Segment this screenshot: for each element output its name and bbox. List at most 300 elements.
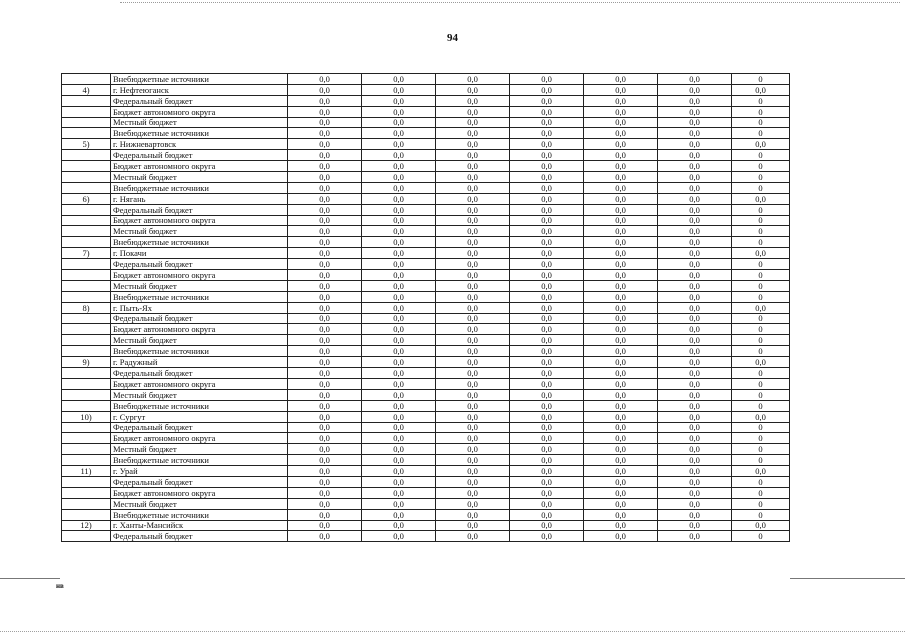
value-cell: 0,0 [288, 335, 362, 346]
value-cell: 0,0 [658, 128, 732, 139]
value-cell: 0,0 [510, 531, 584, 542]
value-cell: 0,0 [510, 215, 584, 226]
value-cell: 0,0 [436, 161, 510, 172]
value-cell: 0,0 [584, 455, 658, 466]
value-cell: 0,0 [362, 335, 436, 346]
value-cell: 0,0 [658, 444, 732, 455]
value-cell: 0,0 [584, 237, 658, 248]
value-cell: 0,0 [584, 313, 658, 324]
row-number: 4) [62, 84, 111, 95]
value-cell: 0,0 [510, 270, 584, 281]
value-cell: 0,0 [732, 466, 790, 477]
value-cell: 0,0 [584, 117, 658, 128]
table-row [62, 226, 790, 237]
value-cell: 0,0 [658, 498, 732, 509]
row-label: Федеральный бюджет [111, 422, 288, 433]
value-cell: 0,0 [436, 259, 510, 270]
value-cell: 0,0 [658, 106, 732, 117]
row-label: Федеральный бюджет [111, 150, 288, 161]
value-cell: 0,0 [288, 95, 362, 106]
value-cell: 0,0 [288, 182, 362, 193]
value-cell: 0,0 [436, 248, 510, 259]
row-label: Местный бюджет [111, 444, 288, 455]
value-cell: 0,0 [658, 389, 732, 400]
row-label: г. Нягань [111, 193, 288, 204]
value-cell: 0,0 [288, 139, 362, 150]
value-cell: 0,0 [288, 106, 362, 117]
value-cell: 0,0 [658, 161, 732, 172]
value-cell: 0,0 [510, 455, 584, 466]
value-cell: 0,0 [584, 150, 658, 161]
value-cell: 0,0 [584, 74, 658, 85]
value-cell: 0,0 [510, 280, 584, 291]
value-cell: 0,0 [436, 74, 510, 85]
value-cell: 0,0 [584, 291, 658, 302]
row-label: г. Сургут [111, 411, 288, 422]
table-row [62, 172, 790, 183]
value-cell: 0,0 [658, 368, 732, 379]
value-cell: 0,0 [362, 324, 436, 335]
value-cell: 0,0 [658, 346, 732, 357]
value-cell: 0,0 [584, 444, 658, 455]
value-cell: 0,0 [362, 74, 436, 85]
value-cell: 0,0 [288, 531, 362, 542]
value-cell: 0,0 [658, 84, 732, 95]
row-label: г. Покачи [111, 248, 288, 259]
budget-table-body [62, 74, 790, 542]
value-cell: 0,0 [436, 291, 510, 302]
value-cell: 0,0 [362, 389, 436, 400]
row-number [62, 324, 111, 335]
value-cell: 0,0 [510, 357, 584, 368]
row-label: Местный бюджет [111, 172, 288, 183]
value-cell: 0,0 [732, 248, 790, 259]
value-cell: 0,0 [362, 128, 436, 139]
row-number: 5) [62, 139, 111, 150]
value-cell: 0 [732, 172, 790, 183]
row-label: г. Нижневартовск [111, 139, 288, 150]
value-cell: 0 [732, 487, 790, 498]
value-cell: 0,0 [288, 74, 362, 85]
row-number [62, 172, 111, 183]
row-number: 10) [62, 411, 111, 422]
value-cell: 0,0 [362, 259, 436, 270]
value-cell: 0,0 [362, 455, 436, 466]
value-cell: 0,0 [288, 487, 362, 498]
table-row [62, 476, 790, 487]
value-cell: 0,0 [288, 150, 362, 161]
row-number [62, 389, 111, 400]
value-cell: 0,0 [362, 84, 436, 95]
value-cell: 0 [732, 389, 790, 400]
table-row [62, 128, 790, 139]
value-cell: 0,0 [436, 84, 510, 95]
value-cell: 0,0 [288, 313, 362, 324]
value-cell: 0,0 [436, 357, 510, 368]
value-cell: 0,0 [288, 84, 362, 95]
value-cell: 0,0 [658, 400, 732, 411]
value-cell: 0 [732, 400, 790, 411]
value-cell: 0,0 [658, 509, 732, 520]
value-cell: 0,0 [510, 193, 584, 204]
row-number: 8) [62, 302, 111, 313]
value-cell: 0 [732, 291, 790, 302]
value-cell: 0,0 [362, 248, 436, 259]
row-number [62, 117, 111, 128]
table-row [62, 139, 790, 150]
value-cell: 0 [732, 117, 790, 128]
row-label: Внебюджетные источники [111, 400, 288, 411]
value-cell: 0,0 [436, 389, 510, 400]
row-number [62, 476, 111, 487]
value-cell: 0,0 [436, 476, 510, 487]
value-cell: 0,0 [510, 106, 584, 117]
value-cell: 0,0 [510, 476, 584, 487]
table-row [62, 411, 790, 422]
row-number [62, 106, 111, 117]
value-cell: 0 [732, 150, 790, 161]
value-cell: 0,0 [510, 509, 584, 520]
value-cell: 0,0 [362, 433, 436, 444]
value-cell: 0,0 [658, 520, 732, 531]
row-label: Местный бюджет [111, 117, 288, 128]
scan-artifact-bottom [0, 631, 905, 632]
row-number [62, 509, 111, 520]
row-number [62, 270, 111, 281]
value-cell: 0,0 [732, 193, 790, 204]
value-cell: 0,0 [288, 455, 362, 466]
value-cell: 0 [732, 378, 790, 389]
value-cell: 0,0 [584, 128, 658, 139]
value-cell: 0,0 [510, 237, 584, 248]
page-number: 94 [447, 32, 458, 44]
value-cell: 0,0 [658, 74, 732, 85]
scan-artifact-left [0, 578, 60, 579]
value-cell: 0,0 [436, 117, 510, 128]
row-label: Местный бюджет [111, 226, 288, 237]
value-cell: 0,0 [584, 335, 658, 346]
value-cell: 0,0 [436, 335, 510, 346]
row-label: г. Пыть-Ях [111, 302, 288, 313]
value-cell: 0,0 [732, 84, 790, 95]
value-cell: 0,0 [658, 237, 732, 248]
row-number [62, 400, 111, 411]
value-cell: 0,0 [436, 182, 510, 193]
value-cell: 0,0 [584, 389, 658, 400]
value-cell: 0,0 [510, 433, 584, 444]
value-cell: 0,0 [584, 204, 658, 215]
table-row [62, 433, 790, 444]
value-cell: 0,0 [362, 487, 436, 498]
value-cell: 0,0 [584, 95, 658, 106]
value-cell: 0,0 [510, 400, 584, 411]
value-cell: 0,0 [288, 280, 362, 291]
value-cell: 0,0 [658, 280, 732, 291]
table-row [62, 487, 790, 498]
value-cell: 0,0 [436, 193, 510, 204]
value-cell: 0,0 [436, 95, 510, 106]
table-row [62, 324, 790, 335]
value-cell: 0,0 [288, 226, 362, 237]
row-number: 6) [62, 193, 111, 204]
value-cell: 0,0 [510, 422, 584, 433]
table-row [62, 237, 790, 248]
value-cell: 0 [732, 455, 790, 466]
row-number [62, 368, 111, 379]
row-label: г. Нефтеюганск [111, 84, 288, 95]
value-cell: 0,0 [288, 302, 362, 313]
table-row [62, 280, 790, 291]
row-number [62, 150, 111, 161]
value-cell: 0,0 [362, 182, 436, 193]
table-row [62, 150, 790, 161]
row-label: Федеральный бюджет [111, 368, 288, 379]
table-row [62, 302, 790, 313]
budget-table [61, 73, 790, 542]
value-cell: 0,0 [510, 291, 584, 302]
value-cell: 0,0 [288, 324, 362, 335]
value-cell: 0,0 [510, 74, 584, 85]
scan-artifact-right [790, 578, 905, 579]
value-cell: 0,0 [732, 357, 790, 368]
value-cell: 0,0 [658, 357, 732, 368]
value-cell: 0,0 [436, 444, 510, 455]
value-cell: 0 [732, 182, 790, 193]
value-cell: 0,0 [436, 411, 510, 422]
table-row [62, 389, 790, 400]
value-cell: 0,0 [584, 302, 658, 313]
value-cell: 0,0 [584, 368, 658, 379]
row-label: Бюджет автономного округа [111, 378, 288, 389]
value-cell: 0,0 [436, 520, 510, 531]
value-cell: 0,0 [584, 161, 658, 172]
value-cell: 0,0 [510, 335, 584, 346]
value-cell: 0,0 [436, 487, 510, 498]
table-row [62, 466, 790, 477]
table-row [62, 74, 790, 85]
row-label: Федеральный бюджет [111, 204, 288, 215]
value-cell: 0,0 [288, 248, 362, 259]
row-label: Бюджет автономного округа [111, 270, 288, 281]
row-number [62, 182, 111, 193]
value-cell: 0,0 [362, 302, 436, 313]
row-label: Бюджет автономного округа [111, 106, 288, 117]
row-number [62, 422, 111, 433]
value-cell: 0,0 [584, 520, 658, 531]
value-cell: 0,0 [362, 139, 436, 150]
value-cell: 0,0 [362, 237, 436, 248]
row-label: г. Урай [111, 466, 288, 477]
value-cell: 0,0 [436, 270, 510, 281]
row-number [62, 444, 111, 455]
value-cell: 0,0 [436, 346, 510, 357]
row-label: Федеральный бюджет [111, 476, 288, 487]
value-cell: 0,0 [658, 422, 732, 433]
value-cell: 0,0 [362, 204, 436, 215]
row-number: 9) [62, 357, 111, 368]
row-label: Внебюджетные источники [111, 291, 288, 302]
value-cell: 0,0 [436, 237, 510, 248]
table-row [62, 335, 790, 346]
value-cell: 0,0 [584, 270, 658, 281]
value-cell: 0,0 [510, 302, 584, 313]
value-cell: 0,0 [288, 400, 362, 411]
value-cell: 0,0 [658, 411, 732, 422]
row-number [62, 74, 111, 85]
value-cell: 0,0 [658, 117, 732, 128]
value-cell: 0,0 [510, 411, 584, 422]
table-row [62, 84, 790, 95]
table-row [62, 215, 790, 226]
row-number [62, 531, 111, 542]
value-cell: 0,0 [658, 455, 732, 466]
value-cell: 0,0 [288, 204, 362, 215]
value-cell: 0,0 [584, 106, 658, 117]
value-cell: 0,0 [510, 182, 584, 193]
value-cell: 0,0 [584, 139, 658, 150]
row-number [62, 291, 111, 302]
value-cell: 0,0 [584, 433, 658, 444]
value-cell: 0,0 [288, 357, 362, 368]
value-cell: 0,0 [658, 291, 732, 302]
table-row [62, 520, 790, 531]
row-number [62, 259, 111, 270]
table-row [62, 204, 790, 215]
value-cell: 0,0 [658, 335, 732, 346]
row-number [62, 455, 111, 466]
value-cell: 0,0 [510, 161, 584, 172]
value-cell: 0,0 [362, 520, 436, 531]
value-cell: 0,0 [436, 466, 510, 477]
value-cell: 0,0 [362, 161, 436, 172]
row-label: Федеральный бюджет [111, 531, 288, 542]
table-row [62, 291, 790, 302]
table-row [62, 378, 790, 389]
value-cell: 0,0 [584, 411, 658, 422]
value-cell: 0,0 [436, 433, 510, 444]
table-row [62, 182, 790, 193]
value-cell: 0,0 [288, 270, 362, 281]
value-cell: 0,0 [288, 291, 362, 302]
value-cell: 0,0 [584, 182, 658, 193]
value-cell: 0,0 [362, 411, 436, 422]
row-number [62, 433, 111, 444]
row-label: Внебюджетные источники [111, 346, 288, 357]
value-cell: 0,0 [288, 520, 362, 531]
row-label: Внебюджетные источники [111, 74, 288, 85]
value-cell: 0,0 [362, 466, 436, 477]
value-cell: 0 [732, 128, 790, 139]
value-cell: 0,0 [288, 161, 362, 172]
value-cell: 0,0 [584, 422, 658, 433]
value-cell: 0,0 [288, 378, 362, 389]
value-cell: 0,0 [584, 280, 658, 291]
value-cell: 0,0 [362, 150, 436, 161]
value-cell: 0,0 [288, 411, 362, 422]
row-number [62, 487, 111, 498]
value-cell: 0,0 [288, 346, 362, 357]
value-cell: 0,0 [510, 117, 584, 128]
table-row [62, 368, 790, 379]
scan-artifact-top [120, 2, 900, 3]
table-row [62, 313, 790, 324]
value-cell: 0,0 [362, 368, 436, 379]
value-cell: 0,0 [362, 215, 436, 226]
value-cell: 0 [732, 259, 790, 270]
value-cell: 0 [732, 346, 790, 357]
value-cell: 0,0 [584, 215, 658, 226]
value-cell: 0,0 [658, 182, 732, 193]
value-cell: 0,0 [584, 378, 658, 389]
value-cell: 0,0 [510, 204, 584, 215]
value-cell: 0,0 [362, 531, 436, 542]
value-cell: 0,0 [436, 400, 510, 411]
value-cell: 0,0 [510, 324, 584, 335]
value-cell: 0,0 [658, 150, 732, 161]
value-cell: 0,0 [658, 172, 732, 183]
value-cell: 0,0 [362, 313, 436, 324]
row-label: Федеральный бюджет [111, 259, 288, 270]
value-cell: 0,0 [584, 531, 658, 542]
table-row [62, 270, 790, 281]
value-cell: 0,0 [288, 509, 362, 520]
table-row [62, 193, 790, 204]
value-cell: 0,0 [362, 476, 436, 487]
row-label: Бюджет автономного округа [111, 433, 288, 444]
value-cell: 0,0 [658, 378, 732, 389]
value-cell: 0,0 [658, 215, 732, 226]
row-label: Внебюджетные источники [111, 509, 288, 520]
table-row [62, 106, 790, 117]
value-cell: 0 [732, 237, 790, 248]
value-cell: 0,0 [436, 226, 510, 237]
value-cell: 0,0 [362, 509, 436, 520]
value-cell: 0 [732, 433, 790, 444]
value-cell: 0,0 [584, 324, 658, 335]
row-number: 7) [62, 248, 111, 259]
value-cell: 0,0 [362, 400, 436, 411]
value-cell: 0 [732, 335, 790, 346]
table-row [62, 400, 790, 411]
row-label: Внебюджетные источники [111, 182, 288, 193]
value-cell: 0,0 [288, 422, 362, 433]
value-cell: 0,0 [436, 280, 510, 291]
value-cell: 0 [732, 106, 790, 117]
value-cell: 0,0 [658, 193, 732, 204]
row-number: 11) [62, 466, 111, 477]
row-number [62, 498, 111, 509]
value-cell: 0,0 [732, 411, 790, 422]
value-cell: 0,0 [288, 368, 362, 379]
row-label: Бюджет автономного округа [111, 487, 288, 498]
row-number [62, 378, 111, 389]
table-row [62, 95, 790, 106]
table-row [62, 531, 790, 542]
row-label: г. Радужный [111, 357, 288, 368]
value-cell: 0,0 [362, 422, 436, 433]
value-cell: 0,0 [288, 498, 362, 509]
value-cell: 0,0 [584, 400, 658, 411]
table-row [62, 161, 790, 172]
value-cell: 0,0 [436, 302, 510, 313]
value-cell: 0,0 [510, 389, 584, 400]
value-cell: 0,0 [436, 509, 510, 520]
value-cell: 0,0 [510, 150, 584, 161]
value-cell: 0 [732, 509, 790, 520]
value-cell: 0,0 [658, 248, 732, 259]
value-cell: 0,0 [584, 172, 658, 183]
value-cell: 0,0 [584, 248, 658, 259]
